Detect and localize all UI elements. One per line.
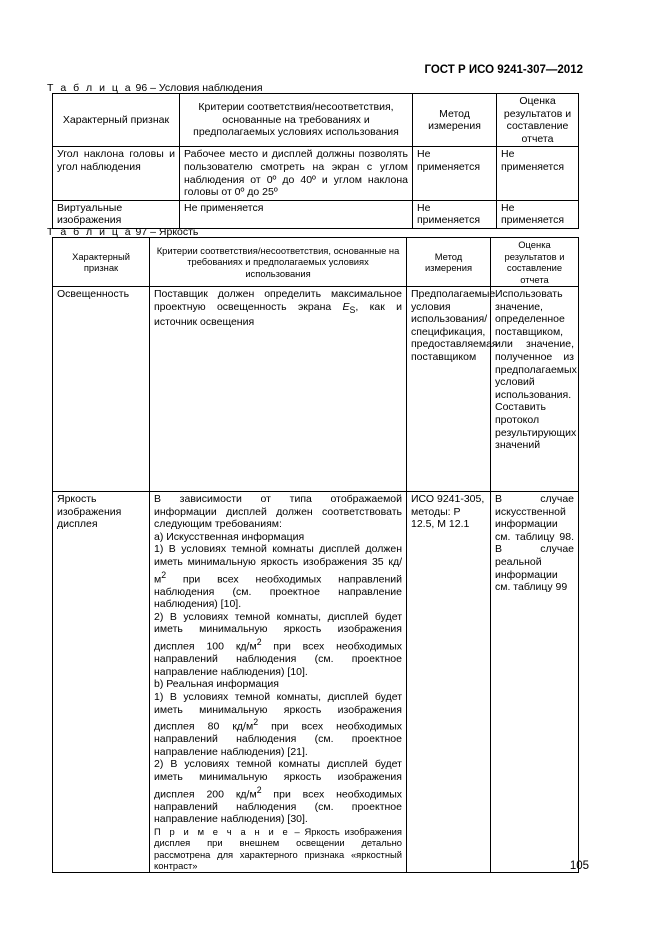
req-text: 1) В условиях темной комнаты дисплей должен иметь минимальную яркость изображения 35 кд/м	[154, 543, 402, 586]
table-row	[53, 287, 579, 492]
criteria-text: Поставщик должен определить максимальное проектную освещенность экрана	[154, 288, 402, 313]
superscript: 2	[253, 717, 259, 728]
cell-criteria: Рабочее место и дисплей должны позволять пользователю смотреть на экран с углом наблюдения от 0º до 40º и углом наклона головы от 0º до 25º	[180, 147, 413, 200]
variable-e: E	[342, 300, 350, 313]
criteria-text: , как и источник освещения	[154, 300, 402, 329]
cell-evaluation: Не применяется	[497, 200, 579, 228]
cell-criteria	[150, 287, 407, 492]
header-evaluation: Оценка результатов и составление отчета	[497, 94, 579, 147]
requirement-b2	[154, 758, 402, 825]
superscript: 2	[256, 784, 262, 795]
caption-title: 97 – Яркость	[135, 226, 199, 238]
caption-prefix: Т а б л и ц а	[47, 82, 133, 94]
table-header-row	[53, 238, 579, 287]
cell-characteristic: Угол наклона головы и угол наблюдения	[53, 147, 180, 200]
superscript: 2	[256, 637, 262, 648]
note-prefix: П р и м е ч а н и е	[154, 825, 290, 837]
superscript: 2	[161, 569, 167, 580]
cell-characteristic: Освещенность	[53, 287, 150, 492]
caption-title: 96 – Условия наблюдения	[135, 82, 263, 94]
requirement-a2	[154, 611, 402, 678]
cell-criteria: Не применяется	[180, 200, 413, 228]
cell-characteristic: Яркость изображения дисплея	[53, 492, 150, 873]
cell-evaluation: В случае искусственной информации см. таблицу 98. В случае реальной информации см. таблицу 99	[491, 492, 579, 873]
cell-method: Не применяется	[413, 200, 497, 228]
header-criteria: Критерии соответствия/несоответствия, основанные на требованиях и предполагаемых условиях использования	[150, 238, 407, 287]
req-text: 1) В условиях темной комнаты, дисплей будет иметь минимальную яркость изображения дисплея 80 кд/м	[154, 690, 402, 733]
cell-method: ИСО 9241-305, методы: Р 12.5, М 12.1	[407, 492, 491, 873]
criteria-intro: В зависимости от типа отображаемой информации дисплей должен соответствовать следующим требованиям:	[154, 493, 402, 531]
req-text: при всех необходимых направлений наблюдения (см. проектное направление наблюдения) [10].	[154, 640, 402, 678]
header-method: Метод измерения	[407, 238, 491, 287]
requirement-a1	[154, 543, 402, 610]
table-header-row	[53, 94, 579, 147]
table-row	[53, 200, 579, 228]
cell-characteristic: Виртуальные изображения	[53, 200, 180, 228]
caption-prefix: Т а б л и ц а	[47, 226, 133, 238]
note-text: – Яркость изображения дисплея при внешнем освещении детально рассмотрена для характерного признака «яркостный контраст»	[154, 825, 402, 872]
cell-criteria	[150, 492, 407, 873]
table-row	[53, 492, 579, 873]
req-text: 2) В условиях темной комнаты дисплей будет иметь минимальную яркость изображения дисплея 200 кд/м	[154, 758, 402, 801]
table-96-viewing-conditions	[52, 93, 579, 229]
variable-subscript: S	[349, 304, 356, 315]
table-97-luminance	[52, 237, 579, 873]
req-text: при всех необходимых направлений наблюдения (см. проектное направление наблюдения) [10].	[154, 573, 402, 611]
req-text: 2) В условиях темной комнаты, дисплей будет иметь минимальную яркость изображения дисплея 100 кд/м	[154, 610, 402, 653]
header-criteria: Критерии соответствия/несоответствия, основанные на требованиях и предполагаемых условиях использования	[180, 94, 413, 147]
req-text: при всех необходимых направлений наблюдения (см. проектное направление наблюдения) [30].	[154, 788, 402, 826]
cell-method: Предполагаемые условия использования/спецификация, предоставляемая поставщиком	[407, 287, 491, 492]
header-evaluation: Оценка результатов и составление отчета	[491, 238, 579, 287]
requirement-b1	[154, 691, 402, 758]
page-number: 105	[569, 860, 589, 872]
cell-evaluation: Не применяется	[497, 147, 579, 200]
note	[154, 826, 402, 872]
document-code: ГОСТ Р ИСО 9241-307—2012	[424, 64, 583, 76]
section-b-title: b) Реальная информация	[154, 678, 279, 691]
header-method: Метод измерения	[413, 94, 497, 147]
cell-method: Не применяется	[413, 147, 497, 200]
header-characteristic: Характерный признак	[53, 238, 150, 287]
cell-evaluation: Использовать значение, определенное поставщиком, или значение, полученное из предполагаемых условий использования. Составить протокол результирующих значений	[491, 287, 579, 492]
header-characteristic: Характерный признак	[53, 94, 180, 147]
table-row	[53, 147, 579, 200]
req-text: при всех необходимых направлений наблюдения (см. проектное направление наблюдения) [21].	[154, 720, 403, 758]
section-a-title: а) Искусственная информация	[154, 530, 305, 543]
